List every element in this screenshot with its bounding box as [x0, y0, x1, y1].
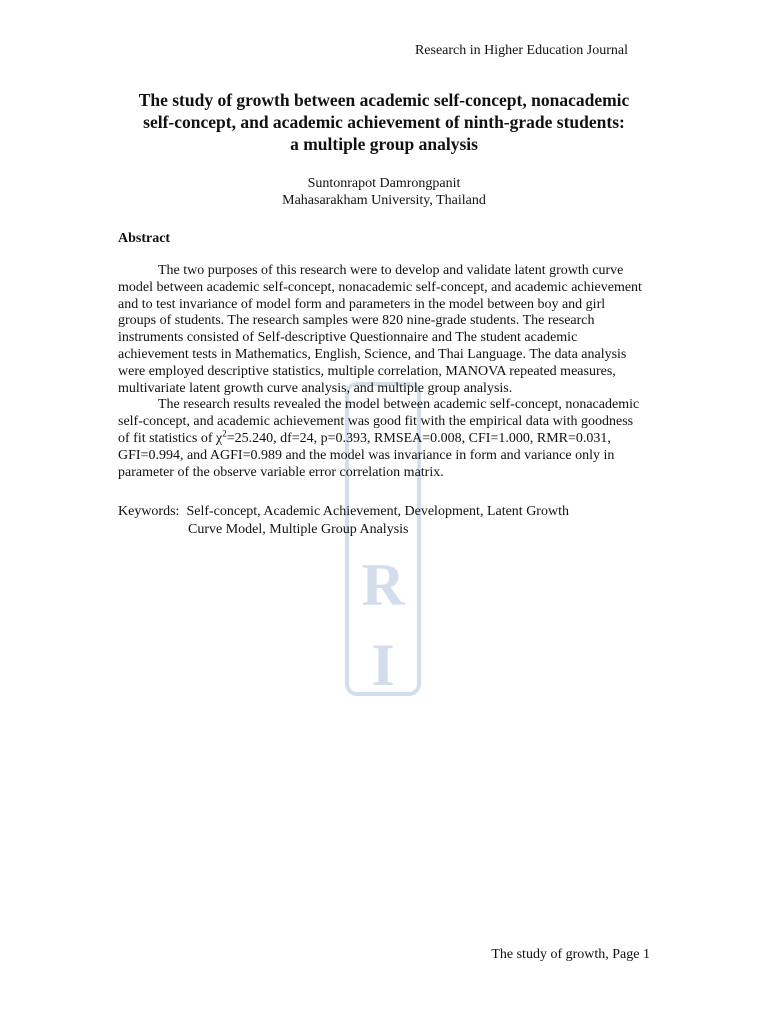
abstract-line: achievement tests in Mathematics, English, Science, and Thai Language. The data analysis: [118, 346, 627, 362]
author-block: [100, 175, 668, 209]
keywords-text-2: Curve Model, Multiple Group Analysis: [188, 521, 409, 537]
paper-title: [100, 89, 668, 155]
title-line-2: self-concept, and academic achievement of ninth-grade students:: [143, 112, 625, 132]
abstract-line: self-concept, and academic achievement was good fit with the empirical data with goodness: [118, 414, 634, 430]
page-footer: The study of growth, Page 1: [491, 947, 650, 962]
stats-values: =25.240, df=24, p=0.393, RMSEA=0.008, CFI=1.000, RMR=0.031,: [226, 430, 611, 446]
abstract-line: The research results revealed the model between academic self-concept, nonacademic: [158, 397, 640, 413]
abstract-line: The two purposes of this research were to develop and validate latent growth curve: [158, 263, 624, 278]
abstract-heading: Abstract: [118, 231, 171, 246]
abstract-line: instruments consisted of Self-descriptive Questionnaire and The student academic: [118, 330, 578, 346]
abstract-line: groups of students. The research samples were 820 nine-grade students. The research: [118, 313, 595, 329]
abstract-line: multivariate latent growth curve analysis, and multiple group analysis.: [118, 380, 513, 396]
abstract-line: GFI=0.994, and AGFI=0.989 and the model was invariance in form and variance only in: [118, 447, 615, 463]
keywords-block: [118, 503, 658, 538]
abstract-paragraph-2: [118, 397, 658, 481]
keywords-label: Keywords:: [118, 504, 180, 519]
watermark-letter-i: I: [371, 632, 395, 698]
running-header: Research in Higher Education Journal: [414, 43, 628, 58]
author-name: Suntonrapot Damrongpanit: [307, 176, 461, 191]
abstract-body: [118, 263, 658, 481]
author-affiliation: Mahasarakham University, Thailand: [282, 193, 486, 208]
abstract-line: model between academic self-concept, nonacademic self-concept, and academic achievement: [118, 279, 642, 295]
keywords-text-1: Self-concept, Academic Achievement, Development, Latent Growth: [186, 504, 569, 519]
abstract-line: parameter of the observe variable error correlation matrix.: [118, 464, 444, 480]
watermark-letter-r: R: [361, 552, 405, 618]
title-line-3: a multiple group analysis: [290, 134, 478, 154]
keywords-line-1: [118, 503, 658, 521]
stats-prefix: of fit statistics of χ: [118, 430, 223, 446]
abstract-paragraph-1: [118, 263, 658, 397]
abstract-line: and to test invariance of model form and parameters in the model between boy and girl: [118, 296, 606, 312]
abstract-stats-line: [118, 428, 658, 448]
chi-square-superscript: 2: [222, 428, 227, 439]
abstract-line: were employed descriptive statistics, multiple correlation, MANOVA repeated measures,: [118, 363, 616, 379]
title-line-1: The study of growth between academic self-concept, nonacademic: [138, 90, 630, 110]
